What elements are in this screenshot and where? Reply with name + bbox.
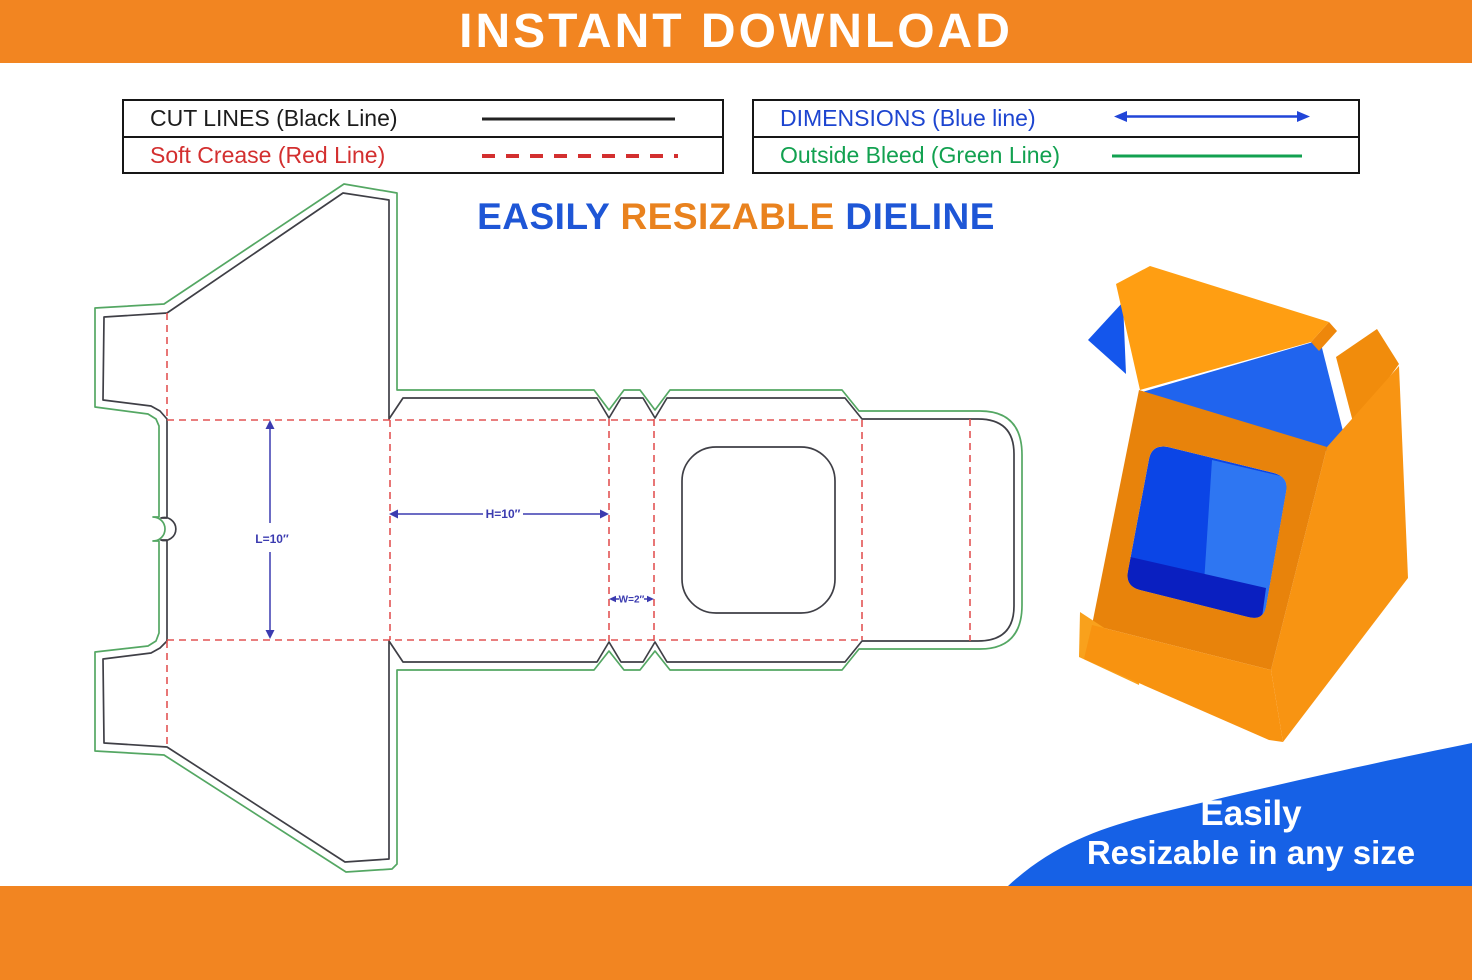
footer-line1: Easily	[1200, 794, 1302, 833]
length-dimension-label: L=10″	[255, 532, 289, 546]
height-dimension-label: H=10″	[485, 507, 521, 521]
soft-crease-label: Soft Crease (Red Line)	[150, 142, 386, 168]
width-dimension-label: W=2″	[618, 594, 645, 606]
box-left-blue-flap	[1088, 302, 1126, 374]
bottom-banner	[0, 886, 1472, 980]
soft-crease-lines	[167, 313, 970, 747]
title-word-resizable: RESIZABLE	[620, 196, 835, 237]
footer-line2: Resizable in any size	[1086, 834, 1416, 871]
cut-lines-label: CUT LINES (Black Line)	[150, 105, 398, 131]
outside-bleed-path	[95, 184, 1022, 872]
dimension-annotations	[270, 424, 652, 635]
window-cutout	[682, 447, 835, 613]
title-word-dieline: DIELINE	[845, 196, 995, 237]
dieline-drawing	[95, 184, 1022, 872]
dimension-arrowheads	[266, 420, 655, 639]
title-word-easily: EASILY	[477, 196, 610, 237]
dimensions-label: DIMENSIONS (Blue line)	[780, 105, 1036, 131]
top-banner-text: INSTANT DOWNLOAD	[459, 5, 1013, 58]
footer-text	[1030, 794, 1472, 872]
box-3d-render	[1079, 266, 1408, 742]
cut-lines-path	[103, 193, 1014, 862]
outside-bleed-label: Outside Bleed (Green Line)	[780, 142, 1060, 168]
